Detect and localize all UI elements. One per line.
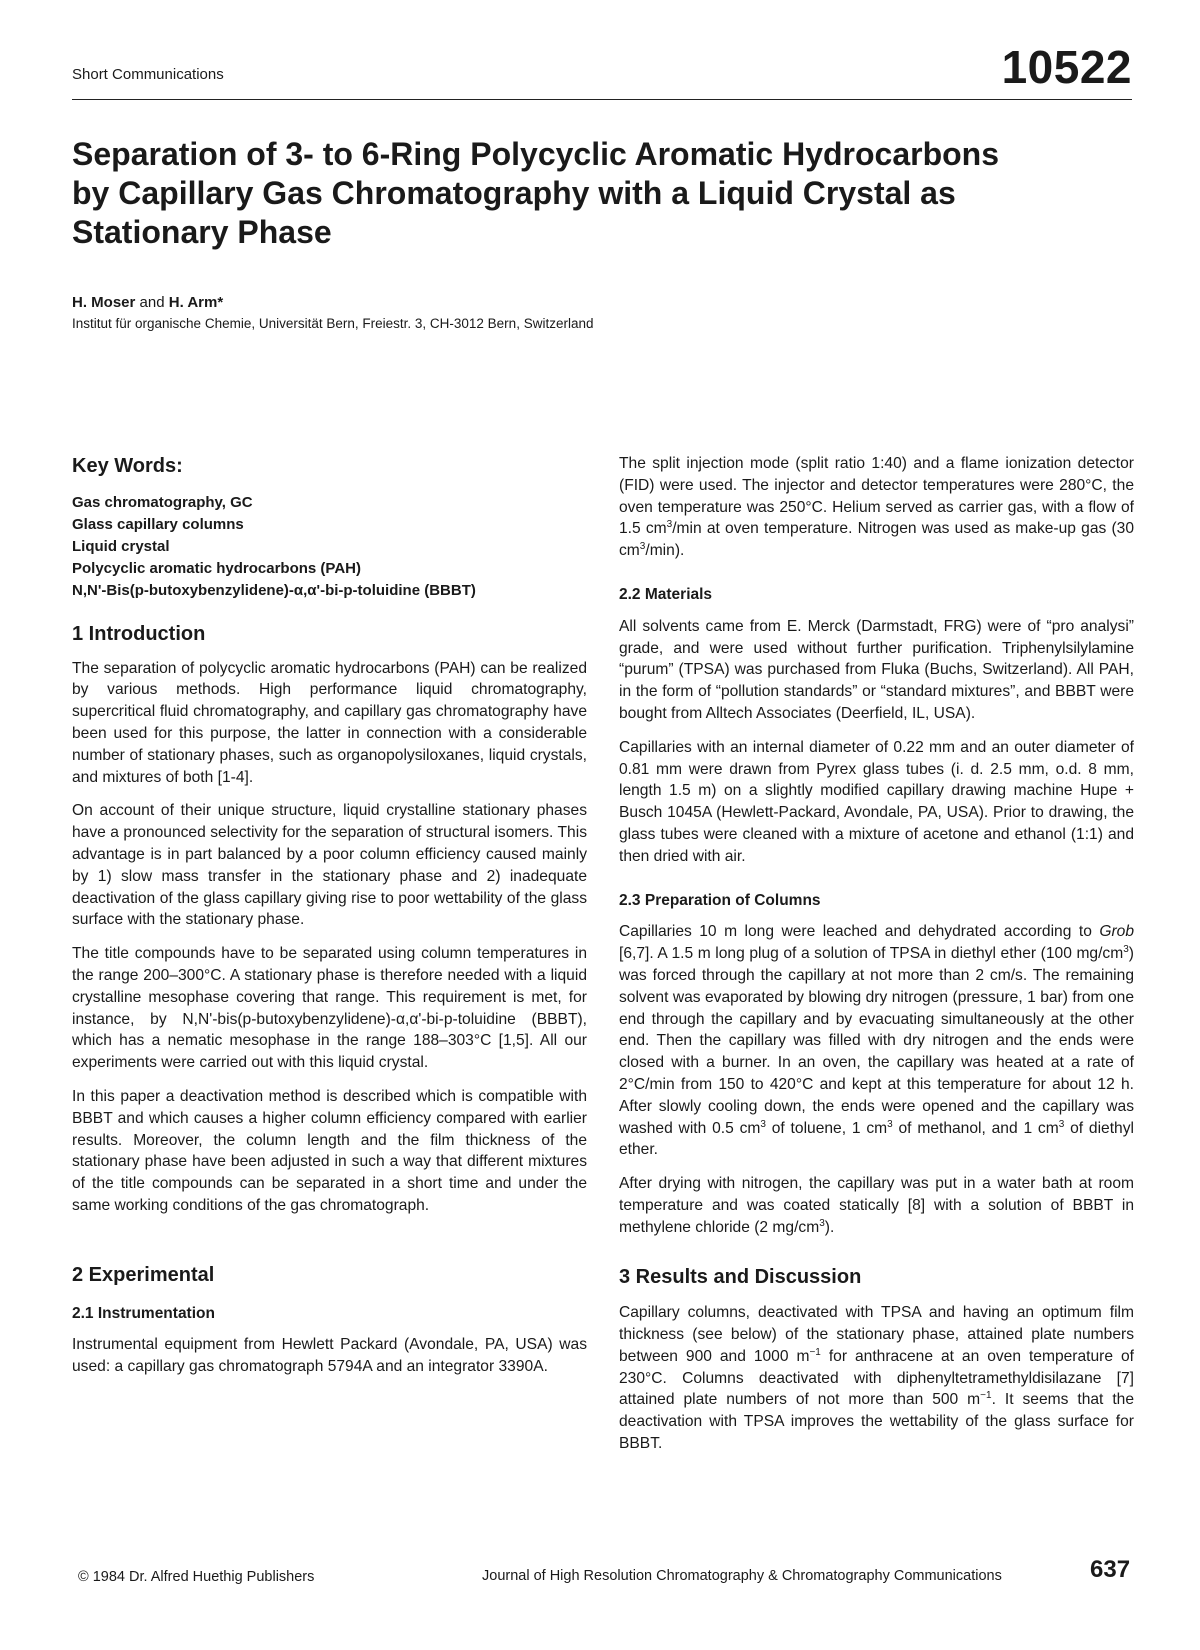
keywords-list xyxy=(72,492,587,602)
introduction-paragraph: The separation of polycyclic aromatic hydrocarbons (PAH) can be realized by various methods. High performance liquid chromatography, supercritical fluid chromatography, and capillary gas chromatography have been used for this purpose, the latter in connection with a considerable number of stationary phases, such as organopolysiloxanes, liquid crystals, and mixtures of both [1-4]. xyxy=(72,659,587,786)
columns-paragraph: Capillaries 10 m long were leached and dehydrated according to Grob [6,7]. A 1.5 m long plug of a solution of TPSA in diethyl ether (100 $mg/cm^3$) was forced through the capillary at not more than 2 cm/s. The remaining solvent was evaporated by blowing dry nitrogen (pressure, 1 bar) from one end through the capillary and by evacuating simultaneously at the other end. Then the capillary was filled with dry nitrogen and the ends were closed with a burner. In an oven, the capillary was heated at a rate of 2°C/min from 150 to 420°C and kept at this temperature for about 12 h. After slowly cooling down, the ends were opened and the capillary was washed with 0.5 $cm^3$ of toluene, 1 $cm^3$ of methanol, and 1 $cm^3$ of diethyl ether. xyxy=(619,923,1134,1159)
introduction-paragraph: The title compounds have to be separated using column temperatures in the range 200–300°C. A stationary phase is therefore needed with a liquid crystalline mesophase covering that range. This requirement is met, for instance, by N,N'-bis(p-butoxybenzylidene)-α,α'-bi-p-toluidine (BBBT), which has a nematic mesophase in the range 188–303°C [1,5]. All our experiments were carried out with this liquid crystal. xyxy=(72,945,587,1072)
introduction-paragraph: In this paper a deactivation method is described which is compatible with BBBT and which causes a higher column efficiency compared with earlier results. Moreover, the column length and the film thickness of the stationary phase have been adjusted in such a way that different mixtures of the title compounds can be separated in a short time and under the same working conditions of the gas chromatograph. xyxy=(72,1087,587,1214)
materials-heading: 2.2 Materials xyxy=(619,585,713,603)
results-paragraph: Capillary columns, deactivated with TPSA and having an optimum film thickness (see below) of the stationary phase, attained plate numbers between 900 and 1000 $m^{-1}$ for anthracene at an oven temperature of 230°C. Columns deactivated with diphenyltetramethyldisilazane [7] attained plate numbers of not more than 500 $m^{-1}$. It seems that the deactivation with TPSA improves the wettability of the glass surface for BBBT. xyxy=(619,1304,1135,1453)
instrumentation-paragraph: Instrumental equipment from Hewlett Packard (Avondale, PA, USA) was used: a capillary gas chromatograph 5794A and an integrator 3390A. xyxy=(72,1336,587,1376)
keyword-item: Glass capillary columns xyxy=(72,515,244,533)
keyword-item: Liquid crystal xyxy=(72,537,170,555)
introduction-paragraph: On account of their unique structure, liquid crystalline stationary phases have a pronounced selectivity for the separation of structural isomers. This advantage is in part balanced by a poor column efficiency caused mainly by 1) slow mass transfer in the stationary phase and 2) inadequate deactivation of the glass capillary giving rise to poor wettability of the glass surface with the stationary phase. xyxy=(72,802,587,929)
affiliation: Institut für organische Chemie, Universität Bern, Freiestr. 3, CH-3012 Bern, Switzerland xyxy=(72,316,594,331)
keyword-item: Gas chromatography, GC xyxy=(72,493,253,511)
columns-heading: 2.3 Preparation of Columns xyxy=(619,891,821,909)
header-rule xyxy=(72,99,1132,100)
materials-paragraph: Capillaries with an internal diameter of 0.22 mm and an outer diameter of 0.81 mm were drawn from Pyrex glass tubes (i. d. 2.5 mm, o.d. 8 mm, length 1.5 m) on a slightly modified capillary drawing machine Hupe + Busch 1045A (Hewlett-Packard, Avondale, PA, USA). Prior to drawing, the glass tubes were cleaned with a mixture of acetone and ethanol (1:1) and then dried with air. xyxy=(619,738,1134,865)
keywords-heading: Key Words: xyxy=(72,455,183,477)
authors xyxy=(72,294,223,311)
left-column xyxy=(72,456,587,1390)
keyword-item: N,N'-Bis(p-butoxybenzylidene)-α,α'-bi-p-toluidine (BBBT) xyxy=(72,581,476,599)
page-number: 637 xyxy=(1090,1556,1131,1583)
results-heading: 3 Results and Discussion xyxy=(619,1265,862,1288)
article-number: 10522 xyxy=(1001,41,1132,93)
right-column xyxy=(619,453,1134,1467)
journal-name: Journal of High Resolution Chromatography & Chromatography Communications xyxy=(482,1568,1002,1584)
materials-paragraph: All solvents came from E. Merck (Darmstadt, FRG) were of “pro analysi” grade, and were used without further purification. Triphenylsilylamine “purum” (TPSA) was purchased from Fluka (Buchs, Switzerland). All PAH, in the form of “pollution standards” or “standard mixtures”, and BBBT were bought from Alltech Associates (Deerfield, IL, USA). xyxy=(619,617,1134,722)
keyword-item: Polycyclic aromatic hydrocarbons (PAH) xyxy=(72,559,361,577)
copyright-notice: © 1984 Dr. Alfred Huethig Publishers xyxy=(78,1569,315,1585)
author-arm: H. Arm* xyxy=(168,294,224,311)
paper-title: Separation of 3- to 6-Ring Polycyclic Aromatic Hydrocarbons by Capillary Gas Chromatography with a Liquid Crystal as Stationary Phase xyxy=(72,136,1000,250)
author-conjunction: and xyxy=(139,294,165,311)
author-moser: H. Moser xyxy=(72,294,136,311)
columns-paragraph: After drying with nitrogen, the capillary was put in a water bath at room temperature and was coated statically [8] with a solution of BBBT in methylene chloride (2 $mg/cm^3$). xyxy=(619,1175,1134,1236)
running-head: Short Communications xyxy=(72,66,224,83)
introduction-heading: 1 Introduction xyxy=(72,622,206,645)
instrumentation-paragraph-cont: The split injection mode (split ratio 1:40) and a flame ionization detector (FID) were used. The injector and detector temperatures were 280°C, the oven temperature was 250°C. Helium served as carrier gas, with a flow of 1.5 $cm^3/\min$ at oven temperature. Nitrogen was used as make-up gas (30 $cm^3/\min$). xyxy=(619,455,1134,560)
experimental-heading: 2 Experimental xyxy=(72,1263,215,1286)
instrumentation-heading: 2.1 Instrumentation xyxy=(72,1304,215,1322)
